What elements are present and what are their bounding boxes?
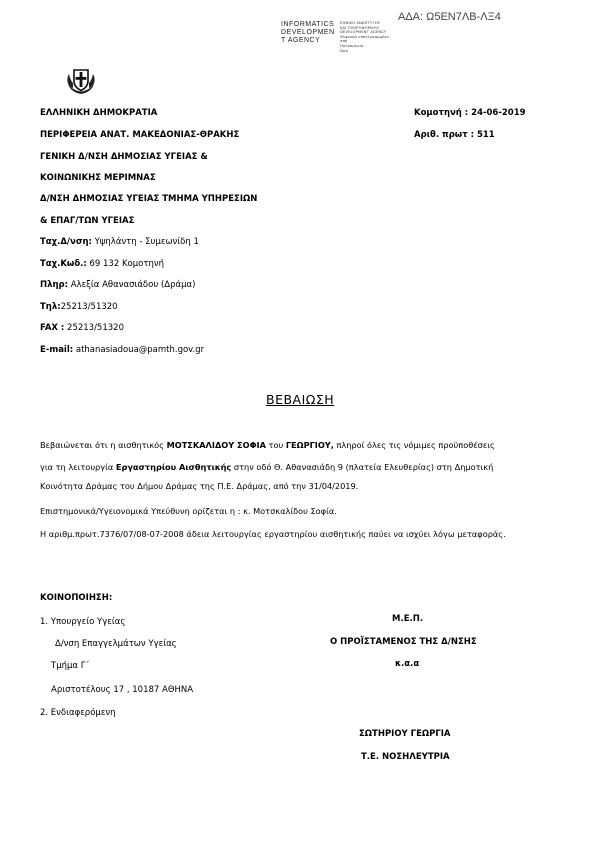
notify-item: 2. Ενδιαφερόμενη	[40, 708, 116, 718]
contact-postal-code: Ταχ.Κωδ.: 69 132 Κομοτηνή	[40, 259, 164, 269]
greek-coat-of-arms-icon	[64, 66, 98, 100]
header-line: ΓΕΝΙΚΗ Δ/ΝΣΗ ΔΗΜΟΣΙΑΣ ΥΓΕΙΑΣ &	[40, 152, 208, 162]
logo-line: T AGENCY	[281, 37, 321, 44]
signature-role: Ο ΠΡΟΪΣΤΑΜΕΝΟΣ ΤΗΣ Δ/ΝΣΗΣ	[330, 637, 477, 647]
signature-kaa: κ.α.α	[395, 659, 420, 669]
contact-fax: FAX : 25213/51320	[40, 323, 124, 333]
notify-item: Αριστοτέλους 17 , 10187 ΑΘΗΝΑ	[51, 685, 194, 695]
protocol-number: Αριθ. πρωτ : 511	[414, 130, 495, 140]
body-paragraph-line: για τη λειτουργία Εργαστηρίου Αισθητικής στην οδό Θ. Αθανασιάδη 9 (πλατεία Ελευθερίας) στη Δημοτική	[40, 462, 494, 472]
header-line: ΠΕΡΙΦΕΡΕΙΑ ΑΝΑΤ. ΜΑΚΕΔΟΝΙΑΣ-ΘΡΑΚΗΣ	[40, 130, 240, 140]
contact-info-person: Πληρ: Αλεξία Αθανασιάδου (Δράμα)	[40, 280, 196, 290]
logo-line: DEVELOPMEN	[281, 29, 335, 36]
signature-mep: Μ.Ε.Π.	[392, 614, 424, 624]
contact-address: Ταχ.Δ/νση: Υψηλάντη - Συμεωνίδη 1	[40, 237, 199, 247]
document-date: Κομοτηνή : 24-06-2019	[414, 108, 526, 118]
contact-email: E-mail: athanasiadoua@pamth.gov.gr	[40, 345, 205, 355]
body-paragraph-line: Βεβαιώνεται ότι η αισθητικός ΜΟΤΣΚΑΛΙΔΟΥ ΣΟΦΙΑ του ΓΕΩΡΓΙΟΥ, πληροί όλες τις νόμιμες προϋποθέσεις	[40, 440, 495, 450]
notify-item: Δ/νση Επαγγελμάτων Υγείας	[55, 639, 177, 649]
header-line: Δ/ΝΣΗ ΔΗΜΟΣΙΑΣ ΥΓΕΙΑΣ ΤΜΗΜΑ ΥΠΗΡΕΣΙΩΝ	[40, 194, 258, 204]
document-title: ΒΕΒΑΙΩΣΗ	[266, 392, 335, 407]
notify-heading: ΚΟΙΝΟΠΟΙΗΣΗ:	[40, 593, 113, 603]
notify-item: Τμήμα Γ΄	[51, 661, 90, 671]
body-paragraph-line: Η αριθμ.πρωτ.7376/07/08-07-2008 άδεια λειτουργίας εργαστηρίου αισθητικής παύει να ισχύει λόγω μεταφοράς.	[40, 529, 506, 539]
contact-phone: Τηλ:25213/51320	[40, 302, 118, 312]
ada-code: ΑΔΑ: Ω5ΕΝ7ΛΒ-ΛΞ4	[398, 11, 501, 23]
header-line: ΚΟΙΝΩΝΙΚΗΣ ΜΕΡΙΜΝΑΣ	[40, 173, 156, 183]
header-line: ΕΛΛΗΝΙΚΗ ΔΗΜΟΚΡΑΤΙΑ	[40, 108, 158, 118]
signature-stamp-text: ΕΘΝΙΚΗ ΑΝΑΠΤΥΞΗΣ ΚΑΙ ΠΛΗΡΟΦΟΡΙΚΗΣ DEVELOPMENT AGENCY Ψηφιακά υπογεγραμμένο από Ημερομηνία Ώρα	[340, 21, 389, 53]
body-paragraph-line: Κοινότητα Δράμας του Δήμου Δράμας της Π.Ε. Δράμας, από την 31/04/2019.	[40, 481, 359, 491]
logo-line: INFORMATICS	[281, 21, 335, 28]
body-paragraph-line: Επιστημονικά/Υγειονομικά Υπεύθυνη ορίζεται η : κ. Μοτσκαλίδου Σοφία.	[40, 506, 337, 516]
signatory-title: Τ.Ε. ΝΟΣΗΛΕΥΤΡΙΑ	[361, 752, 450, 762]
notify-item: 1. Υπουργείο Υγείας	[40, 617, 126, 627]
signatory-name: ΣΩΤΗΡΙΟΥ ΓΕΩΡΓΙΑ	[359, 729, 451, 739]
diavgeia-logo	[281, 21, 335, 45]
header-line: & ΕΠΑΓ/ΤΩΝ ΥΓΕΙΑΣ	[40, 216, 135, 226]
